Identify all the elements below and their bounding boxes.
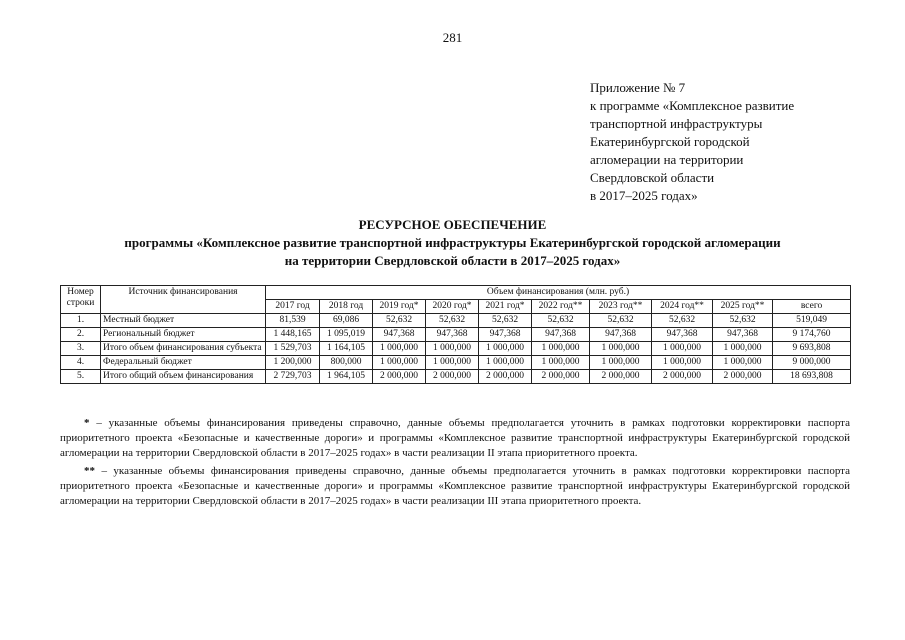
document-title: [0, 216, 905, 270]
appendix-line: транспортной инфраструктуры: [590, 116, 763, 131]
row-number-cell: 1.: [61, 314, 101, 328]
value-cell: 1 000,000: [479, 342, 532, 356]
header-volume: Объем финансирования (млн. руб.): [266, 286, 851, 300]
value-cell: 947,368: [590, 328, 652, 342]
resource-table: [60, 285, 851, 384]
footnotes: [60, 416, 850, 512]
table-row: [61, 328, 851, 342]
value-cell: 52,632: [479, 314, 532, 328]
value-cell: 947,368: [426, 328, 479, 342]
value-cell: 1 095,019: [320, 328, 373, 342]
value-cell: 1 000,000: [652, 356, 713, 370]
source-cell: Местный бюджет: [101, 314, 266, 328]
footnote-mark: **: [84, 465, 95, 477]
title-line: программы «Комплексное развитие транспортной инфраструктуры Екатеринбургской городской агломерации: [124, 235, 781, 250]
value-cell: 52,632: [426, 314, 479, 328]
value-cell: 1 000,000: [373, 356, 426, 370]
value-cell: 1 448,165: [266, 328, 320, 342]
source-cell: Итого общий объем финансирования: [101, 370, 266, 384]
total-cell: 9 000,000: [773, 356, 851, 370]
footnote-text: – указанные объемы финансирования приведены справочно, данные объемы предполагается уточнить в рамках подготовки корректировки паспорта приоритетного проекта «Безопасные и качественные дороги» и программы «Комплексное развитие транспортной инфраструктуры Екатеринбургской городской агломерации на территории Свердловской области в 2017–2025 годах» в части реализации III этапа приоритетного проекта.: [60, 465, 850, 507]
appendix-line: агломерации на территории: [590, 152, 744, 167]
value-cell: 1 000,000: [426, 342, 479, 356]
value-cell: 52,632: [652, 314, 713, 328]
table-row: [61, 342, 851, 356]
value-cell: 2 000,000: [590, 370, 652, 384]
value-cell: 800,000: [320, 356, 373, 370]
footnote: [60, 464, 850, 509]
value-cell: 1 964,105: [320, 370, 373, 384]
row-number-cell: 4.: [61, 356, 101, 370]
row-number-cell: 2.: [61, 328, 101, 342]
row-number-cell: 3.: [61, 342, 101, 356]
appendix-line: в 2017–2025 годах»: [590, 188, 698, 203]
value-cell: 52,632: [532, 314, 590, 328]
appendix-line: Свердловской области: [590, 170, 715, 185]
title-line: РЕСУРСНОЕ ОБЕСПЕЧЕНИЕ: [358, 217, 547, 232]
value-cell: 1 200,000: [266, 356, 320, 370]
value-cell: 1 000,000: [713, 342, 773, 356]
value-cell: 1 000,000: [426, 356, 479, 370]
value-cell: 69,086: [320, 314, 373, 328]
value-cell: 1 000,000: [532, 342, 590, 356]
header-year: 2017 год: [266, 300, 320, 314]
value-cell: 1 000,000: [590, 342, 652, 356]
appendix-line: к программе «Комплексное развитие: [590, 98, 795, 113]
page-number: 281: [442, 30, 463, 45]
header-source: Источник финансирования: [101, 286, 266, 314]
table-row: [61, 356, 851, 370]
table-row: [61, 370, 851, 384]
appendix-line: Приложение № 7: [590, 80, 686, 95]
value-cell: 52,632: [590, 314, 652, 328]
total-cell: 9 693,808: [773, 342, 851, 356]
value-cell: 81,539: [266, 314, 320, 328]
appendix-line: Екатеринбургской городской: [590, 134, 750, 149]
table-row: [61, 314, 851, 328]
total-cell: 519,049: [773, 314, 851, 328]
header-year: 2023 год**: [590, 300, 652, 314]
value-cell: 947,368: [479, 328, 532, 342]
source-cell: Федеральный бюджет: [101, 356, 266, 370]
header-year: 2019 год*: [373, 300, 426, 314]
value-cell: 1 529,703: [266, 342, 320, 356]
value-cell: 2 000,000: [652, 370, 713, 384]
value-cell: 2 000,000: [479, 370, 532, 384]
header-year: 2022 год**: [532, 300, 590, 314]
footnote-text: – указанные объемы финансирования приведены справочно, данные объемы предполагается уточнить в рамках подготовки корректировки паспорта приоритетного проекта «Безопасные и качественные дороги» и программы «Комплексное развитие транспортной инфраструктуры Екатеринбургской городской агломерации на территории Свердловской области в 2017–2025 годах» в части реализации II этапа приоритетного проекта.: [60, 417, 850, 459]
value-cell: 947,368: [532, 328, 590, 342]
value-cell: 2 000,000: [532, 370, 590, 384]
value-cell: 2 000,000: [373, 370, 426, 384]
footnote-mark: *: [84, 417, 90, 429]
title-line: на территории Свердловской области в 2017–2025 годах»: [284, 253, 621, 268]
header-year: 2024 год**: [652, 300, 713, 314]
value-cell: 2 000,000: [426, 370, 479, 384]
source-cell: Итого объем финансирования субъекта: [101, 342, 266, 356]
header-year: 2021 год*: [479, 300, 532, 314]
value-cell: 1 000,000: [652, 342, 713, 356]
table-header-row: [61, 286, 851, 300]
value-cell: 947,368: [713, 328, 773, 342]
value-cell: 52,632: [373, 314, 426, 328]
value-cell: 1 000,000: [713, 356, 773, 370]
header-year: 2018 год: [320, 300, 373, 314]
value-cell: 52,632: [713, 314, 773, 328]
total-cell: 9 174,760: [773, 328, 851, 342]
value-cell: 1 000,000: [590, 356, 652, 370]
value-cell: 1 000,000: [479, 356, 532, 370]
value-cell: 1 000,000: [373, 342, 426, 356]
value-cell: 947,368: [373, 328, 426, 342]
value-cell: 947,368: [652, 328, 713, 342]
header-year: 2025 год**: [713, 300, 773, 314]
footnote: [60, 416, 850, 461]
row-number-cell: 5.: [61, 370, 101, 384]
header-row-number: Номер строки: [61, 286, 101, 314]
value-cell: 2 729,703: [266, 370, 320, 384]
header-year: 2020 год*: [426, 300, 479, 314]
header-total: всего: [773, 300, 851, 314]
appendix-block: [590, 79, 850, 205]
total-cell: 18 693,808: [773, 370, 851, 384]
value-cell: 1 164,105: [320, 342, 373, 356]
value-cell: 1 000,000: [532, 356, 590, 370]
value-cell: 2 000,000: [713, 370, 773, 384]
source-cell: Региональный бюджет: [101, 328, 266, 342]
